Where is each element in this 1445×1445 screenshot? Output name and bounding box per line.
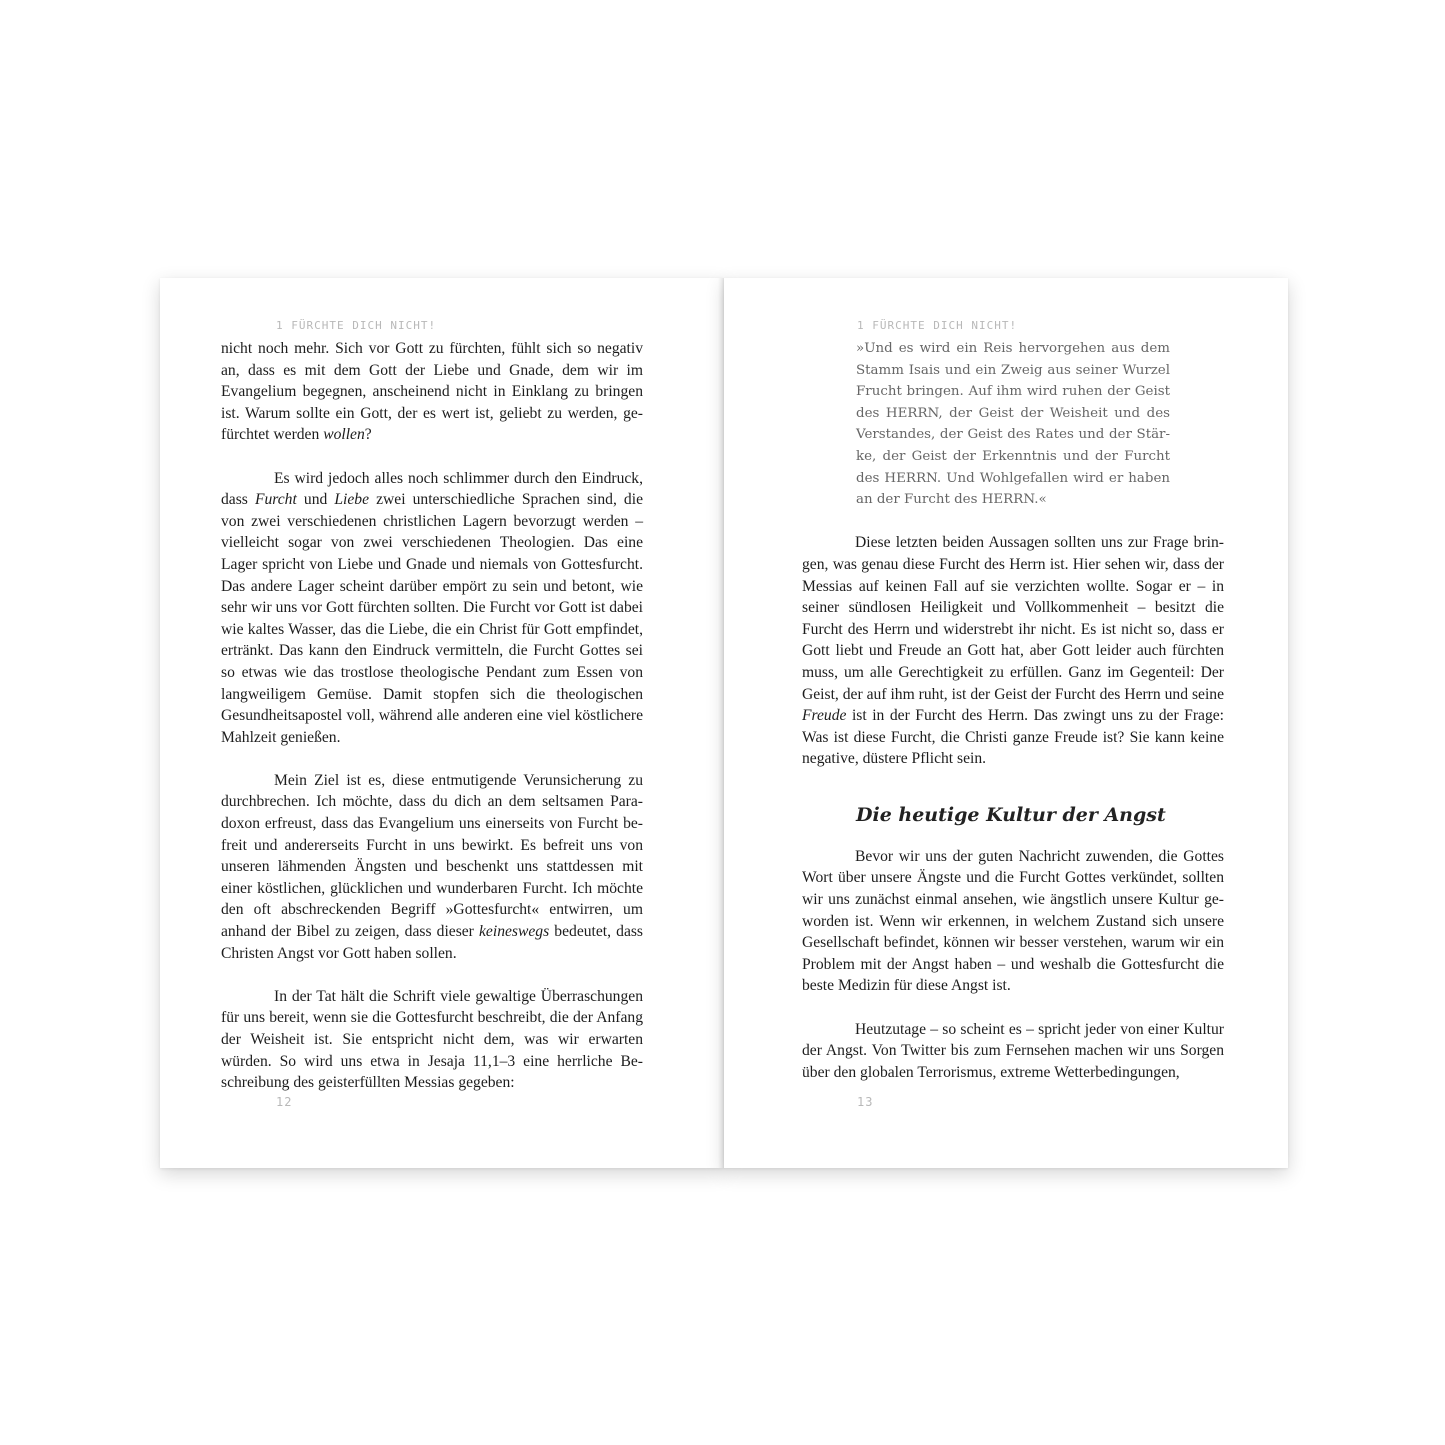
text-run: Heutzutage – so scheint es – spricht jeder von einer Kultur der Angst. Von Twitter bis zum Fernsehen machen wir uns Sorgen über den globalen Terrorismus, extreme Wetterbedingungen, bbox=[802, 1020, 1224, 1081]
text-run: In der Tat hält die Schrift viele gewaltige Überraschungen für uns bereit, wenn sie die Gottesfurcht beschreibt, die der Anfang der Weisheit ist. Sie entspricht nicht dem, was wir erwarten würden. So wird uns etwa in Jesaja 11,1–3 eine herrliche Beschreibung des geisterfüllten Messias gegeben: bbox=[221, 987, 643, 1092]
paragraph bbox=[802, 846, 1224, 997]
text-run: und bbox=[296, 491, 335, 509]
left-page bbox=[160, 278, 724, 1168]
text-run: bedeutet, dass Christen Angst vor Gott haben sollen. bbox=[221, 923, 643, 962]
paragraph bbox=[221, 770, 643, 964]
text-run: Diese letzten beiden Aussagen sollten uns zur Frage bringen, was genau diese Furcht des Herrn ist. Hier sehen wir, dass der Messias auf keinen Fall auf sie verzichten wollte. Sogar er – in seiner sündlosen Heiligkeit und Vollkommenheit – besitzt die Furcht des Herrn und widerstrebt ihr nicht. Es ist nicht so, dass er Gott liebt und Freude an Gott hat, aber Gott leider auch fürchten muss, um alle Gerechtigkeit zu erfüllen. Ganz im Gegenteil: Der Geist, der auf ihm ruht, ist der Geist der Furcht des Herrn und seine bbox=[802, 534, 1224, 703]
paragraph bbox=[221, 986, 643, 1094]
text-run: ist in der Furcht des Herrn. Das zwingt uns zu der Frage: Was ist diese Furcht, die Christi ganze Freude ist? Sie kann keine negative, düstere Pflicht sein. bbox=[802, 707, 1224, 768]
page-number: 13 bbox=[857, 1095, 874, 1109]
left-page-body bbox=[221, 338, 643, 1094]
paragraph bbox=[221, 338, 643, 446]
running-head: 1 FÜRCHTE DICH NICHT! bbox=[857, 319, 1018, 332]
emphasized-text: Freude bbox=[802, 707, 847, 725]
emphasized-text: Furcht bbox=[254, 491, 297, 509]
paragraph bbox=[802, 1019, 1224, 1084]
page-number: 12 bbox=[276, 1095, 293, 1109]
text-run: ? bbox=[364, 426, 372, 444]
paragraph bbox=[802, 532, 1224, 770]
section-heading: Die heutige Kultur der Angst bbox=[856, 803, 1166, 826]
text-run: Mein Ziel ist es, diese entmutigende Verunsicherung zu durchbrechen. Ich möchte, dass du dich an dem seltsamen Paradoxon erfreust, dass das Evangelium uns einerseits von Furcht befreit und andererseits Furcht in uns bewirkt. Es befreit uns von unseren lähmenden Ängsten und beschenkt uns stattdessen mit einer köstlichen, glücklichen und wunderbaren Furcht. Ich möchte den oft abschreckenden Begriff »Gottesfurcht« entwirren, um anhand der Bibel zu zeigen, dass dieser bbox=[221, 771, 643, 941]
text-run: zwei unterschiedliche Sprachen sind, die von zwei verschiedenen christlichen Lagern bevorzugt werden – vielleicht sogar von zwei verschiedenen Theologien. Das eine Lager spricht von Liebe und Gnade und niemals von Gottesfurcht. Das andere Lager scheint darüber empört zu sein und betont, wie sehr wir uns vor Gott fürchten sollten. Die Furcht vor Gott ist dabei wie kaltes Wasser, das die Liebe, die ein Christ für Gott empfindet, ertränkt. Das kann den Eindruck vermitteln, die Furcht Gottes sei so etwas wie das trostlose theologische Pendant zum Essen von langweiligem Gemüse. Damit stopfen sich die theologischen Gesundheitsapostel voll, während alle anderen eine viel köstlichere Mahlzeit genießen. bbox=[221, 491, 643, 746]
right-page bbox=[724, 278, 1288, 1168]
emphasized-text: Liebe bbox=[334, 491, 370, 509]
bible-quote: »Und es wird ein Reis hervorgehen aus dem Stamm Isais und ein Zweig aus seiner Wurzel Frucht bringen. Auf ihm wird ruhen der Geist des HERRN, der Geist der Weisheit und des Verstandes, der Geist des Rates und der Stärke, der Geist der Erkenntnis und der Furcht des HERRN. Und Wohlgefallen wird er haben an der Furcht des HERRN.« bbox=[856, 341, 1170, 508]
text-run: nicht noch mehr. Sich vor Gott zu fürchten, fühlt sich so negativ an, dass es mit dem Gott der Liebe und Gnade, dem wir im Evangelium begegnen, anscheinend nicht in Einklang zu bringen ist. Warum sollte ein Gott, der es wert ist, geliebt zu werden, gefürchtet werden bbox=[221, 340, 643, 444]
text-run: Bevor wir uns der guten Nachricht zuwenden, die Gottes Wort über unsere Ängste und die Furcht Gottes verkündet, sollten wir uns zunächst einmal ansehen, wie ängstlich unsere Kultur geworden ist. Wenn wir erkennen, in welchem Zustand sich unsere Gesellschaft befindet, können wir besser verstehen, warum wir ein Problem mit der Angst haben – und weshalb die Gottesfurcht die beste Medizin für diese Angst ist. bbox=[802, 847, 1224, 995]
paragraph bbox=[221, 468, 643, 749]
right-page-body bbox=[802, 338, 1224, 1083]
emphasized-text: keineswegs bbox=[479, 923, 550, 941]
running-head: 1 FÜRCHTE DICH NICHT! bbox=[276, 319, 437, 332]
text-run: Es wird jedoch alles noch schlimmer durch den Eindruck, dass bbox=[221, 469, 643, 509]
emphasized-text: wollen bbox=[323, 426, 365, 444]
